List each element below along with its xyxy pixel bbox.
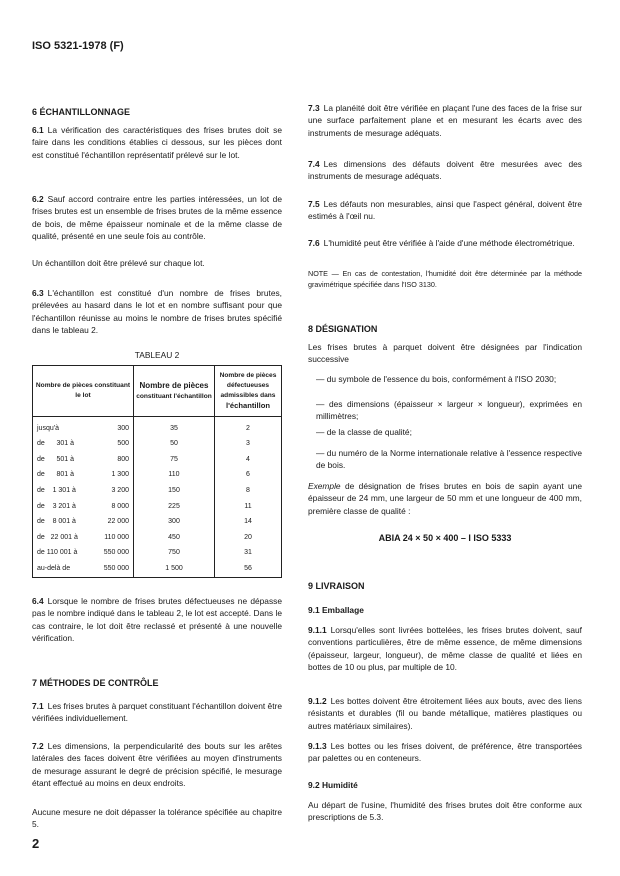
column-header-sample-size [134, 366, 215, 417]
section-7-heading: 7 MÉTHODES DE CONTRÔLE [32, 678, 159, 688]
table-row [33, 417, 282, 437]
range-start: de 301 à [37, 440, 74, 448]
range-start: de 8 001 à [37, 518, 76, 526]
column-header-lot-size: Nombre de pièces constituant le lot [33, 366, 134, 417]
paragraph-text: La vérification des caractéristiques des frises brutes doit se faire dans les conditions établies ci dessous, sur les pièces dont est constitué l'échantillon représentatif prélevé sur le lot. [32, 125, 282, 160]
lot-size-cell [33, 530, 134, 546]
range-end: 8 000 [111, 502, 129, 510]
range-end: 550 000 [103, 564, 129, 572]
subsection-9-1-heading: 9.1 Emballage [308, 605, 364, 615]
table-row [33, 515, 282, 531]
paragraph-6-2-b: Un échantillon doit être prélevé sur chaque lot. [32, 258, 205, 268]
paragraph-7-2-b: Aucune mesure ne doit dépasser la tolérance spécifiée au chapitre 5. [32, 807, 282, 830]
defects-allowed-cell: 20 [215, 530, 282, 546]
clause-number: 9.1.3 [308, 741, 327, 751]
paragraph-text: Les dimensions des défauts doivent être mesurées avec des instruments de mesurage adéquats. [308, 159, 582, 182]
paragraph-9-2: Au départ de l'usine, l'humidité des frises brutes doit être conforme aux prescriptions de 5.3. [308, 800, 582, 823]
list-item: — des dimensions (épaisseur × largeur × longueur), exprimées en millimètres; [316, 399, 582, 422]
defects-allowed-cell: 6 [215, 468, 282, 484]
sample-size-cell: 110 [134, 468, 215, 484]
page-number: 2 [32, 836, 40, 851]
paragraph-text: Les frises brutes à parquet constituant l'échantillon doivent être vérifiées individuellement. [32, 701, 282, 724]
table-2 [32, 365, 282, 578]
range-end: 110 000 [104, 533, 129, 541]
paragraph-9-1-3 [308, 740, 582, 765]
paragraph-7-1 [32, 700, 282, 725]
range-start: de 801 à [37, 471, 74, 479]
range-end: 22 000 [107, 518, 129, 526]
header-line: constituant l'échantillon [136, 392, 212, 400]
paragraph-text: L'échantillon est constitué d'un nombre de frises brutes, prélevées au hasard dans le lot et en nombre suffisant pour que l'échantillon réunisse au moins le nombre de frises brutes spécifié dans le tableau 2. [32, 288, 282, 336]
lot-size-cell [33, 499, 134, 515]
table-row [33, 499, 282, 515]
clause-number: 6.1 [32, 125, 44, 135]
range-start: au-delà de [37, 564, 71, 572]
paragraph-text: de désignation de frises brutes en bois de sapin ayant une épaisseur de 24 mm, une largeur de 50 mm et une longueur de 400 mm, première classe de qualité : [308, 481, 582, 516]
section-9-heading: 9 LIVRAISON [308, 581, 365, 591]
example-label: Exemple [308, 481, 341, 491]
paragraph-7-5 [308, 198, 582, 223]
sample-size-cell: 300 [134, 515, 215, 531]
header-line: l'échantillon [226, 400, 270, 410]
lot-size-cell [33, 561, 134, 577]
paragraph-7-6 [308, 237, 582, 249]
table-row [33, 452, 282, 468]
range-end: 300 [117, 424, 129, 432]
paragraph-text: Les bottes doivent être étroitement liées aux bouts, avec des liens résistants et durables (fil ou bande métallique, matières plastiques ou autres matériaux similaires). [308, 696, 582, 731]
paragraph-text: Lorsqu'elles sont livrées bottelées, les frises brutes doivent, sauf conventions particulières, être de même essence, de même dimensions (épaisseur, largeur, longueur), de même classe de qualité et liées en bottes de 10 ou plus, par multiple de 10. [308, 625, 582, 673]
designation-example: ABIA 24 × 50 × 400 – I ISO 5333 [378, 533, 512, 543]
range-end: 1 300 [111, 471, 129, 479]
header-line: Nombre de pièces défectueuses admissibles dans [219, 371, 277, 399]
range-end: 3 200 [111, 486, 129, 494]
paragraph-7-2 [32, 740, 282, 790]
range-start: de 22 001 à [37, 533, 78, 541]
paragraph-6-2 [32, 193, 282, 243]
paragraph-text: La planéité doit être vérifiée en plaçant l'une des faces de la frise sur une surface parfaitement plane et en mesurant les écarts avec des instruments de mesurage adéquats. [308, 103, 582, 138]
defects-allowed-cell: 3 [215, 437, 282, 453]
clause-number: 6.2 [32, 194, 44, 204]
range-start: de 1 301 à [37, 486, 76, 494]
column-header-defects-allowed [215, 366, 282, 417]
range-start: de 110 001 à [37, 549, 78, 557]
table-row [33, 483, 282, 499]
section-6-heading: 6 ÉCHANTILLONNAGE [32, 107, 131, 117]
table-caption: TABLEAU 2 [134, 350, 180, 360]
lot-size-cell [33, 546, 134, 562]
list-item: — de la classe de qualité; [316, 427, 412, 437]
table-row [33, 468, 282, 484]
paragraph-text: Sauf accord contraire entre les parties intéressées, un lot de frises brutes est un ensemble de frises brutes de la même essence de bois, de même épaisseur nominale et de la même classe de qualité, présenté en une seule fois au contrôle. [32, 194, 282, 242]
clause-number: 9.1.1 [308, 625, 327, 635]
range-start: de 501 à [37, 455, 74, 463]
lot-size-cell [33, 468, 134, 484]
defects-allowed-cell: 56 [215, 561, 282, 577]
clause-number: 7.4 [308, 159, 320, 169]
sample-size-cell: 1 500 [134, 561, 215, 577]
list-item: — du numéro de la Norme internationale relative à l'essence respective de bois. [316, 448, 582, 471]
table-row [33, 437, 282, 453]
range-end: 550 000 [103, 549, 129, 557]
lot-size-cell [33, 417, 134, 437]
table-row [33, 530, 282, 546]
sample-size-cell: 35 [134, 417, 215, 437]
note: NOTE — En cas de contestation, l'humidité doit être déterminée par la méthode gravimétrique spécifiée dans l'ISO 3130. [308, 269, 582, 289]
header-line: Nombre de pièces [139, 380, 209, 390]
sample-size-cell: 450 [134, 530, 215, 546]
clause-number: 6.3 [32, 288, 44, 298]
clause-number: 7.6 [308, 238, 320, 248]
paragraph-text: L'humidité peut être vérifiée à l'aide d'une méthode électrométrique. [323, 238, 575, 248]
range-start: jusqu'à [37, 424, 59, 432]
document-header: ISO 5321-1978 (F) [32, 40, 124, 52]
range-end: 500 [117, 440, 129, 448]
section-8-heading: 8 DÉSIGNATION [308, 324, 378, 334]
clause-number: 6.4 [32, 596, 44, 606]
defects-allowed-cell: 4 [215, 452, 282, 468]
paragraph-9-1-2 [308, 695, 582, 732]
lot-size-cell [33, 483, 134, 499]
sample-size-cell: 750 [134, 546, 215, 562]
paragraph-7-4 [308, 158, 582, 183]
paragraph-6-4 [32, 595, 282, 645]
paragraph-7-3 [308, 102, 582, 139]
sample-size-cell: 150 [134, 483, 215, 499]
table-row [33, 561, 282, 577]
clause-number: 7.1 [32, 701, 44, 711]
defects-allowed-cell: 8 [215, 483, 282, 499]
paragraph-9-1-1 [308, 624, 582, 674]
lot-size-cell [33, 452, 134, 468]
lot-size-cell [33, 515, 134, 531]
sample-size-cell: 75 [134, 452, 215, 468]
clause-number: 7.5 [308, 199, 320, 209]
defects-allowed-cell: 11 [215, 499, 282, 515]
paragraph-text: Les dimensions, la perpendicularité des bouts sur les arêtes latérales des faces doivent être vérifiées au moyen d'instruments de mesurage assurant le degré de précision spécifié, le mesurage étant effectué au moins en deux endroits. [32, 741, 282, 789]
defects-allowed-cell: 2 [215, 417, 282, 437]
defects-allowed-cell: 14 [215, 515, 282, 531]
clause-number: 7.3 [308, 103, 320, 113]
defects-allowed-cell: 31 [215, 546, 282, 562]
range-end: 800 [117, 455, 129, 463]
paragraph-text: Les défauts non mesurables, ainsi que l'aspect général, doivent être estimés à l'œil nu. [308, 199, 582, 222]
clause-number: 7.2 [32, 741, 44, 751]
paragraph-text: Les bottes ou les frises doivent, de préférence, être transportées par palettes ou en conteneurs. [308, 741, 582, 764]
subsection-9-2-heading: 9.2 Humidité [308, 780, 358, 790]
sample-size-cell: 225 [134, 499, 215, 515]
example-paragraph [308, 480, 582, 517]
paragraph-8: Les frises brutes à parquet doivent être désignées par l'indication successive [308, 342, 582, 365]
list-item: — du symbole de l'essence du bois, conformément à l'ISO 2030; [316, 374, 557, 384]
table-row [33, 546, 282, 562]
clause-number: 9.1.2 [308, 696, 327, 706]
lot-size-cell [33, 437, 134, 453]
sample-size-cell: 50 [134, 437, 215, 453]
paragraph-text: Lorsque le nombre de frises brutes défectueuses ne dépasse pas le nombre indiqué dans le tableau 2, le lot est accepté. Dans le cas contraire, le lot doit être reclassé et présenté à une nouvelle vérification. [32, 596, 282, 644]
range-start: de 3 201 à [37, 502, 76, 510]
paragraph-6-1 [32, 124, 282, 161]
paragraph-6-3 [32, 287, 282, 337]
